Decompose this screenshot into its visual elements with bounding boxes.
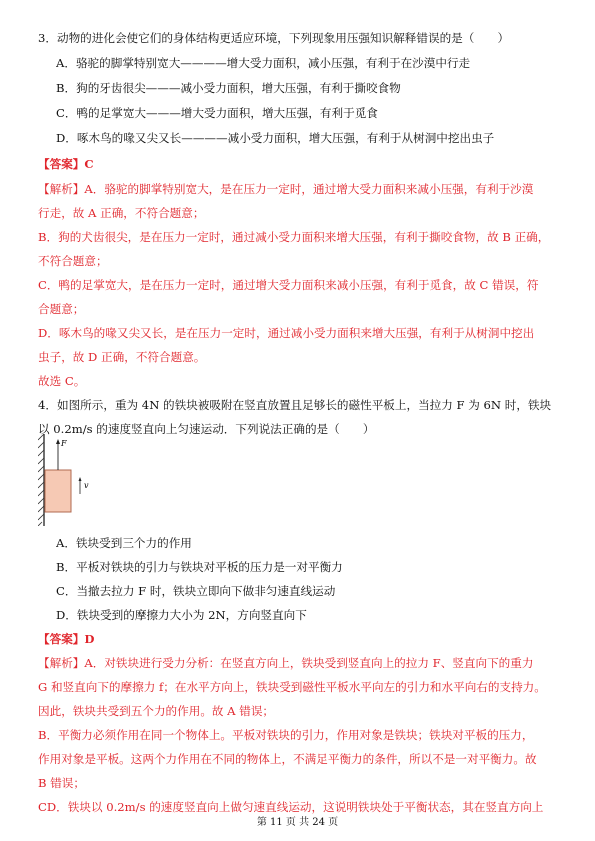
velocity-label-v: v [84,481,89,490]
q4-option-d: D．铁块受到的摩擦力大小为 2N，方向竖直向下 [56,608,307,622]
q3-analysis-line: D．啄木鸟的喙又尖又长，是在压力一定时，通过减小受力面积来增大压强，有利于从树洞中挖出 [38,326,535,340]
q4-stem-line: 4．如图所示，重为 4N 的铁块被吸附在竖直放置且足够长的磁性平板上，当拉力 F 为 6N 时，铁块 [38,398,552,412]
q4-analysis-line: 【解析】A．对铁块进行受力分析：在竖直方向上，铁块受到竖直向上的拉力 F、竖直向下的重力 [38,656,534,670]
q3-analysis-line: B．狗的犬齿很尖，是在压力一定时，通过减小受力面积来增大压强，有利于撕咬食物，故 B 正确， [38,230,550,244]
q3-analysis-line: 故选 C。 [38,374,86,388]
velocity-arrow-head [79,477,82,481]
q4-analysis-line: G 和竖直向下的摩擦力 f；在水平方向上，铁块受到磁性平板水平向左的引力和水平向右的支持力。 [38,680,546,694]
iron-block [45,470,71,512]
q3-option-b: B．狗的牙齿很尖———减小受力面积，增大压强，有利于撕咬食物 [56,81,401,95]
q3-answer: 【答案】C [38,157,94,171]
page-footer: 第 11 页 共 24 页 [256,817,339,828]
q3-analysis-line: 行走，故 A 正确，不符合题意； [38,206,205,220]
q3-stem: 3．动物的进化会使它们的身体结构更适应环境，下列现象用压强知识解释错误的是（ ） [38,31,510,45]
q3-option-d: D．啄木鸟的喙又尖又长————减小受力面积，增大压强，有利于从树洞中挖出虫子 [56,131,495,145]
q3-analysis-line: C．鸭的足掌宽大，是在压力一定时，通过增大受力面积来减小压强，有利于觅食，故 C 错误，符 [38,278,539,292]
force-arrow-f-head [56,439,60,444]
q4-option-b: B．平板对铁块的引力与铁块对平板的压力是一对平衡力 [56,560,343,574]
q4-option-c: C．当撤去拉力 F 时，铁块立即向下做非匀速直线运动 [56,584,336,598]
q4-analysis-line: 因此，铁块共受到五个力的作用。故 A 错误； [38,704,275,718]
q3-analysis-line: 不符合题意； [38,254,108,268]
q3-option-a: A．骆驼的脚掌特别宽大————增大受力面积，减小压强，有利于在沙漠中行走 [56,56,471,70]
q3-analysis-line: 合题意； [38,302,85,316]
q4-option-a: A．铁块受到三个力的作用 [56,536,192,550]
q4-analysis-line: 作用对象是平板。这两个力作用在不同的物体上，不满足平衡力的条件，所以不是一对平衡力。故 [38,752,537,766]
q3-analysis-line: 虫子，故 D 正确，不符合题意。 [38,350,206,364]
q4-stem-line: 以 0.2m/s 的速度竖直向上匀速运动．下列说法正确的是（ ） [38,422,375,436]
q3-option-c: C．鸭的足掌宽大———增大受力面积，增大压强，有利于觅食 [56,106,378,120]
q3-analysis-line: 【解析】A．骆驼的脚掌特别宽大，是在压力一定时，通过增大受力面积来减小压强，有利于沙漠 [38,182,534,196]
q4-analysis-line: CD．铁块以 0.2m/s 的速度竖直向上做匀速直线运动，这说明铁块处于平衡状态，其在竖直方向上 [38,800,544,814]
q4-analysis-line: B 错误； [38,776,85,790]
q4-answer: 【答案】D [38,632,95,646]
wall-hatching [38,434,44,526]
force-label-f: F [61,439,67,448]
q4-figure-magnetic-plate [38,434,108,526]
q4-analysis-line: B．平衡力必须作用在同一个物体上。平板对铁块的引力，作用对象是铁块；铁块对平板的压力， [38,728,534,742]
